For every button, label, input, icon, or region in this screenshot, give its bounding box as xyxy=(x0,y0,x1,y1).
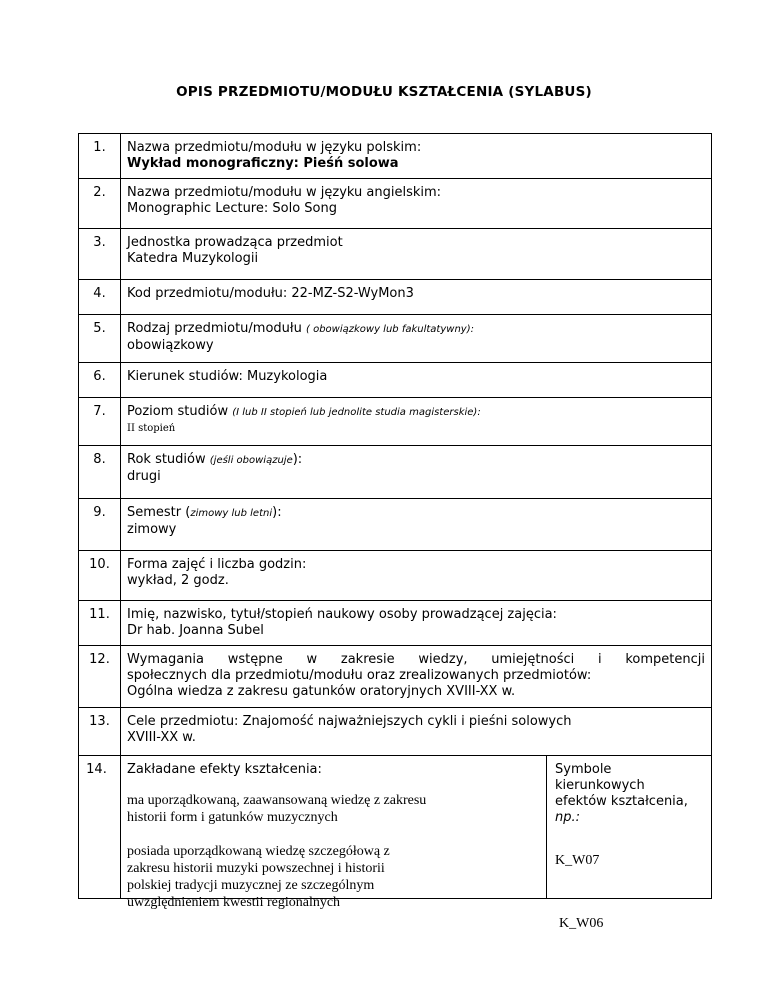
row-number: 3. xyxy=(79,229,121,280)
row-note: (jeśli obowiązuje xyxy=(209,455,293,466)
row-label: Poziom studiów xyxy=(127,404,229,419)
row-text-line: społecznych dla przedmiotu/modułu oraz zrealizowanych przedmiotów: xyxy=(127,668,592,683)
row-label: Rok studiów xyxy=(127,452,206,467)
row-content xyxy=(121,398,712,446)
row-label: Jednostka prowadząca przedmiot xyxy=(127,235,343,250)
row-content xyxy=(121,446,712,499)
row-content xyxy=(121,708,712,756)
row-content xyxy=(121,646,712,708)
row-number: 13. xyxy=(79,708,121,756)
row-content xyxy=(121,601,712,646)
row-label: Nazwa przedmiotu/modułu w języku polskim: xyxy=(127,140,422,155)
row-number: 14. xyxy=(79,756,121,899)
outcome-symbol: K_W06 xyxy=(559,916,604,931)
row-suffix: ): xyxy=(292,452,303,467)
row-value: drugi xyxy=(127,469,161,484)
symbols-example: np.: xyxy=(555,810,581,825)
row-number: 12. xyxy=(79,646,121,708)
row-text-line: Ogólna wiedza z zakresu gatunków oratoryjnych XVIII-XX w. xyxy=(127,684,516,699)
row-label: Imię, nazwisko, tytuł/stopień naukowy osoby prowadzącej zajęcia: xyxy=(127,607,557,622)
row-label: Nazwa przedmiotu/modułu w języku angielskim: xyxy=(127,185,442,200)
row-content xyxy=(121,134,712,179)
table-row xyxy=(79,601,712,646)
row-content xyxy=(121,229,712,280)
row-suffix: ): xyxy=(272,505,282,520)
row-note: (I lub II stopień lub jednolite studia magisterskie): xyxy=(232,407,481,418)
row-number: 5. xyxy=(79,315,121,363)
row-content xyxy=(121,280,712,315)
syllabus-table xyxy=(78,133,712,931)
row-label: Kod przedmiotu/modułu: 22-MZ-S2-WyMon3 xyxy=(127,286,414,301)
row-note: zimowy lub letni xyxy=(190,508,273,519)
row-label: Forma zajęć i liczba godzin: xyxy=(127,557,307,572)
symbols-header: efektów kształcenia, xyxy=(555,794,688,809)
row-text-line: XVIII-XX w. xyxy=(127,730,196,745)
row-number: 8. xyxy=(79,446,121,499)
row-value: Monographic Lecture: Solo Song xyxy=(127,201,337,216)
row-text-line: Wymagania wstępne w zakresie wiedzy, umiejętności i kompetencji xyxy=(127,652,705,667)
row-label: Rodzaj przedmiotu/modułu xyxy=(127,321,302,336)
table-row xyxy=(79,551,712,601)
row-label: Semestr ( xyxy=(127,505,191,520)
page-title: OPIS PRZEDMIOTU/MODUŁU KSZTAŁCENIA (SYLABUS) xyxy=(176,84,592,100)
row-value: zimowy xyxy=(127,522,177,537)
row-value: wykład, 2 godz. xyxy=(127,573,229,588)
table-row xyxy=(79,179,712,229)
table-row xyxy=(79,499,712,551)
row-value: II stopień xyxy=(127,423,176,434)
row-number: 11. xyxy=(79,601,121,646)
symbols-header: Symbole kierunkowych xyxy=(555,762,645,793)
table-row xyxy=(79,280,712,315)
table-row xyxy=(79,756,712,899)
row-number: 2. xyxy=(79,179,121,229)
row-content xyxy=(121,315,712,363)
learning-outcome: ma uporządkowaną, zaawansowaną wiedzę z zakresu historii form i gatunków muzycznych xyxy=(127,793,427,825)
row-content xyxy=(121,756,712,931)
table-row xyxy=(79,646,712,708)
table-row xyxy=(79,708,712,756)
row-label: Kierunek studiów: Muzykologia xyxy=(127,369,328,384)
row-content xyxy=(121,499,712,551)
table-row xyxy=(79,446,712,499)
row-number: 7. xyxy=(79,398,121,446)
row-number: 6. xyxy=(79,363,121,398)
table-row xyxy=(79,229,712,280)
row-number: 4. xyxy=(79,280,121,315)
learning-outcomes xyxy=(127,762,705,931)
row-number: 1. xyxy=(79,134,121,179)
learning-outcome: posiada uporządkowaną wiedzę szczegółową z zakresu historii muzyki powszechnej i historii polskiej tradycji muzycznej ze szczególnym uwzględnieniem kwestii regionalnych xyxy=(127,844,390,910)
row-value: obowiązkowy xyxy=(127,338,214,353)
outcome-symbol: K_W07 xyxy=(555,853,600,868)
row-note: ( obowiązkowy lub fakultatywny): xyxy=(306,324,474,335)
row-value: Katedra Muzykologii xyxy=(127,251,259,266)
row-value: Wykład monograficzny: Pieśń solowa xyxy=(127,156,399,171)
table-row xyxy=(79,398,712,446)
row-content xyxy=(121,179,712,229)
outcome-symbols xyxy=(546,756,705,931)
row-number: 10. xyxy=(79,551,121,601)
row-number: 9. xyxy=(79,499,121,551)
table-row xyxy=(79,315,712,363)
row-text-line: Cele przedmiotu: Znajomość najważniejszych cykli i pieśni solowych xyxy=(127,714,572,729)
row-content xyxy=(121,363,712,398)
row-value: Dr hab. Joanna Subel xyxy=(127,623,264,638)
row-content xyxy=(121,551,712,601)
row-label: Zakładane efekty kształcenia: xyxy=(127,762,322,777)
table-row xyxy=(79,134,712,179)
table-row xyxy=(79,363,712,398)
